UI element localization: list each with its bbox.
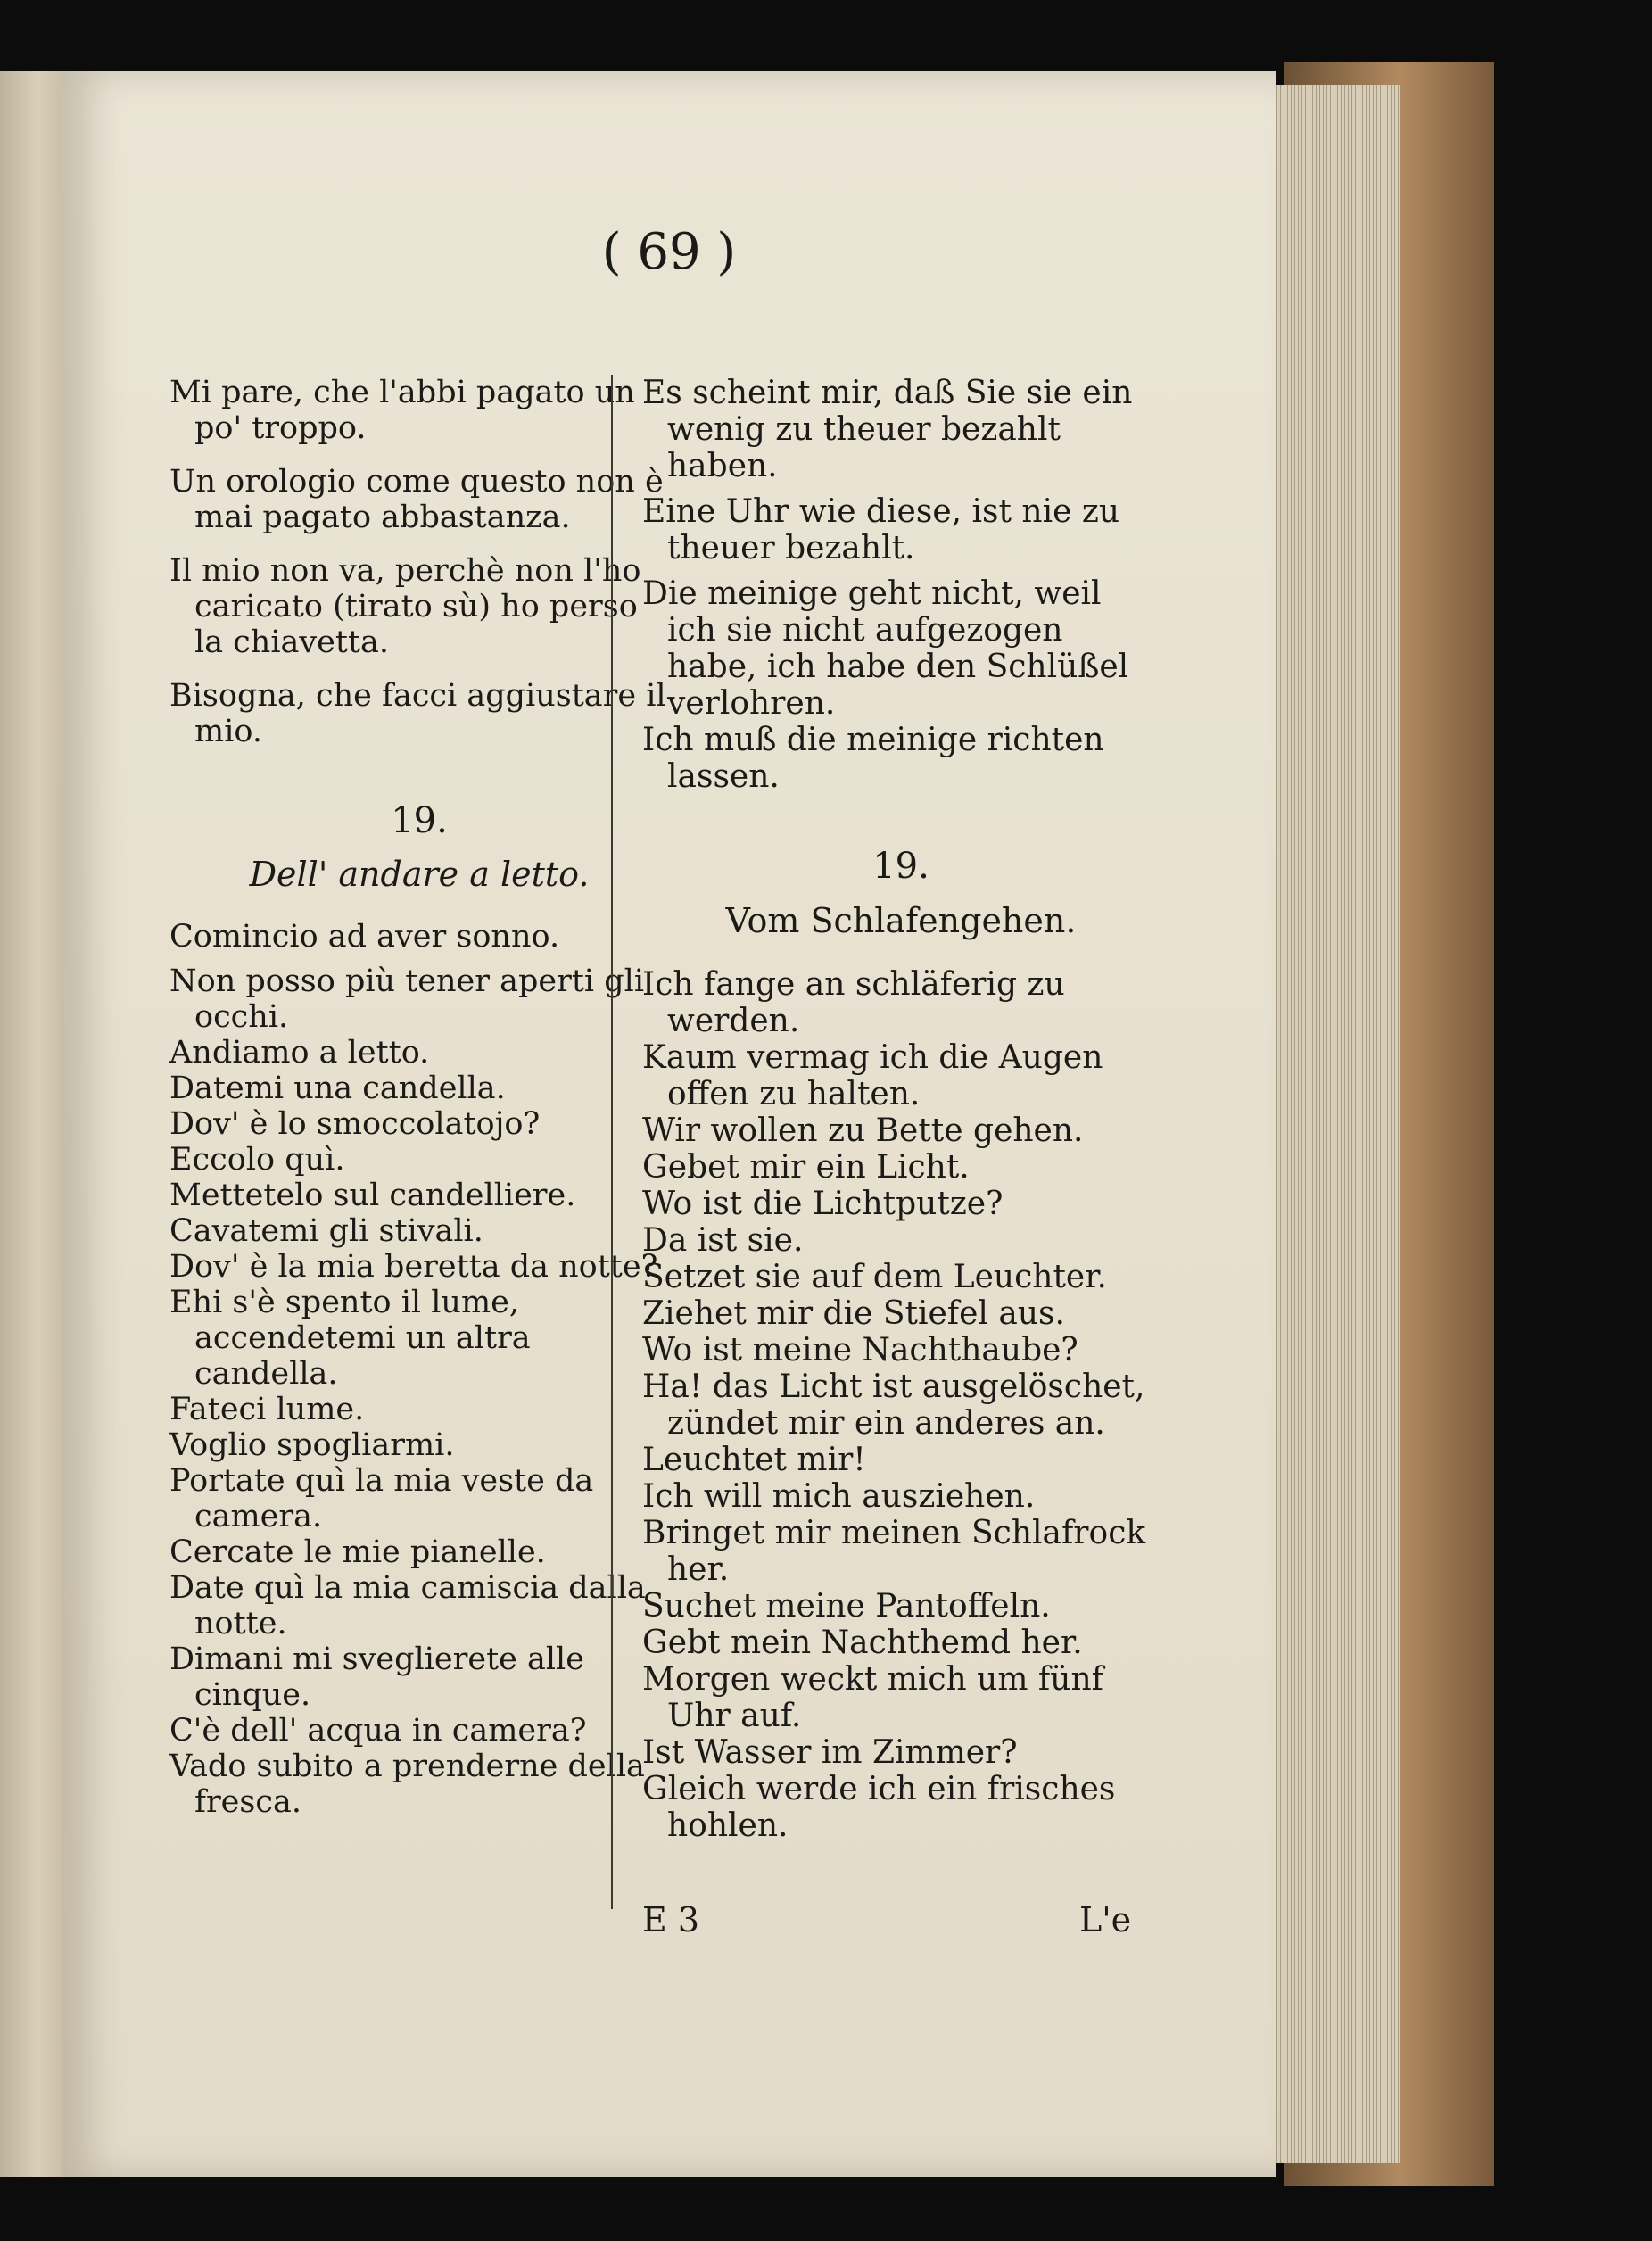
german-line: Kaum vermag ich die Augen offen zu halten. bbox=[642, 1039, 1103, 1112]
italian-line: Datemi una candella. bbox=[169, 1071, 506, 1106]
german-line: Wo ist die Lichtputze? bbox=[642, 1186, 1004, 1222]
italian-section-number: 19. bbox=[391, 800, 448, 841]
italian-line: Eccolo quì. bbox=[169, 1142, 345, 1178]
italian-intro-line: Bisogna, che facci aggiustare il mio. bbox=[169, 678, 666, 749]
german-intro-line: Es scheint mir, daß Sie sie ein wenig zu theuer bezahlt haben. bbox=[642, 375, 1133, 484]
catchword: L'e bbox=[1079, 1900, 1132, 1939]
german-line: Gleich werde ich ein frisches hohlen. bbox=[642, 1771, 1116, 1844]
italian-line: Mettetelo sul candelliere. bbox=[169, 1178, 576, 1213]
italian-intro-line: Un orologio come questo non è mai pagato abbastanza. bbox=[169, 464, 664, 535]
italian-column bbox=[169, 375, 669, 1820]
german-section-title: Vom Schlafengehen. bbox=[725, 901, 1077, 940]
italian-line: Non posso più tener aperti gli occhi. bbox=[169, 963, 645, 1035]
german-line: Ist Wasser im Zimmer? bbox=[642, 1734, 1018, 1771]
italian-line: Dov' è lo smoccolatojo? bbox=[169, 1106, 541, 1142]
italian-section-title: Dell' andare a letto. bbox=[249, 855, 590, 894]
german-line: Suchet meine Pantoffeln. bbox=[642, 1588, 1051, 1625]
german-intro-line: Die meinige geht nicht, weil ich sie nicht aufgezogen habe, ich habe den Schlüßel verlohren. bbox=[642, 575, 1129, 722]
italian-intro-line: Il mio non va, perchè non l'ho caricato (tirato sù) ho perso la chiavetta. bbox=[169, 553, 641, 660]
german-line: Ich fange an schläferig zu werden. bbox=[642, 966, 1065, 1039]
german-line: Morgen weckt mich um fünf Uhr auf. bbox=[642, 1661, 1103, 1734]
german-line: Gebet mir ein Licht. bbox=[642, 1149, 970, 1186]
italian-line: Fateci lume. bbox=[169, 1392, 365, 1427]
page-stack bbox=[1267, 85, 1400, 2163]
german-line: Gebt mein Nachthemd her. bbox=[642, 1625, 1083, 1661]
italian-line: Dov' è la mia beretta da notte? bbox=[169, 1249, 658, 1285]
italian-line: Andiamo a letto. bbox=[169, 1035, 430, 1071]
german-line: Ich will mich ausziehen. bbox=[642, 1478, 1036, 1515]
german-line: Wir wollen zu Bette gehen. bbox=[642, 1112, 1084, 1149]
german-line: Ziehet mir die Stiefel aus. bbox=[642, 1295, 1065, 1332]
italian-line: Portate quì la mia veste da camera. bbox=[169, 1463, 594, 1534]
german-section-number: 19. bbox=[872, 846, 929, 887]
column-divider bbox=[611, 375, 613, 1909]
italian-line: Comincio ad aver sonno. bbox=[169, 919, 560, 955]
book-page bbox=[62, 71, 1276, 2177]
italian-line: Ehi s'è spento il lume, accendetemi un altra candella. bbox=[169, 1285, 531, 1392]
italian-line: Cercate le mie pianelle. bbox=[169, 1534, 546, 1570]
german-line: Ha! das Licht ist ausgelöschet, zündet mir ein anderes an. bbox=[642, 1369, 1145, 1442]
italian-line: Cavatemi gli stivali. bbox=[169, 1213, 483, 1249]
german-line: Leuchtet mir! bbox=[642, 1442, 866, 1478]
signature-mark: E 3 bbox=[642, 1900, 699, 1939]
italian-intro-line: Mi pare, che l'abbi pagato un po' troppo. bbox=[169, 375, 635, 446]
italian-line: Vado subito a prenderne della fresca. bbox=[169, 1749, 645, 1820]
german-line: Bringet mir meinen Schlafrock her. bbox=[642, 1515, 1146, 1588]
italian-line: Voglio spogliarmi. bbox=[169, 1427, 455, 1463]
italian-line: C'è dell' acqua in camera? bbox=[169, 1713, 587, 1749]
italian-line: Dimani mi sveglierete alle cinque. bbox=[169, 1641, 584, 1713]
german-intro-line: Ich muß die meinige richten lassen. bbox=[642, 722, 1104, 795]
german-line: Setzet sie auf dem Leuchter. bbox=[642, 1259, 1107, 1295]
italian-line: Date quì la mia camiscia dalla notte. bbox=[169, 1570, 646, 1641]
german-column bbox=[642, 375, 1160, 1844]
german-line: Wo ist meine Nachthaube? bbox=[642, 1332, 1078, 1369]
german-intro-line: Eine Uhr wie diese, ist nie zu theuer bezahlt. bbox=[642, 493, 1120, 566]
facing-page-edge bbox=[0, 71, 62, 2177]
german-line: Da ist sie. bbox=[642, 1222, 804, 1259]
page-header: ( 69 ) bbox=[601, 223, 737, 281]
